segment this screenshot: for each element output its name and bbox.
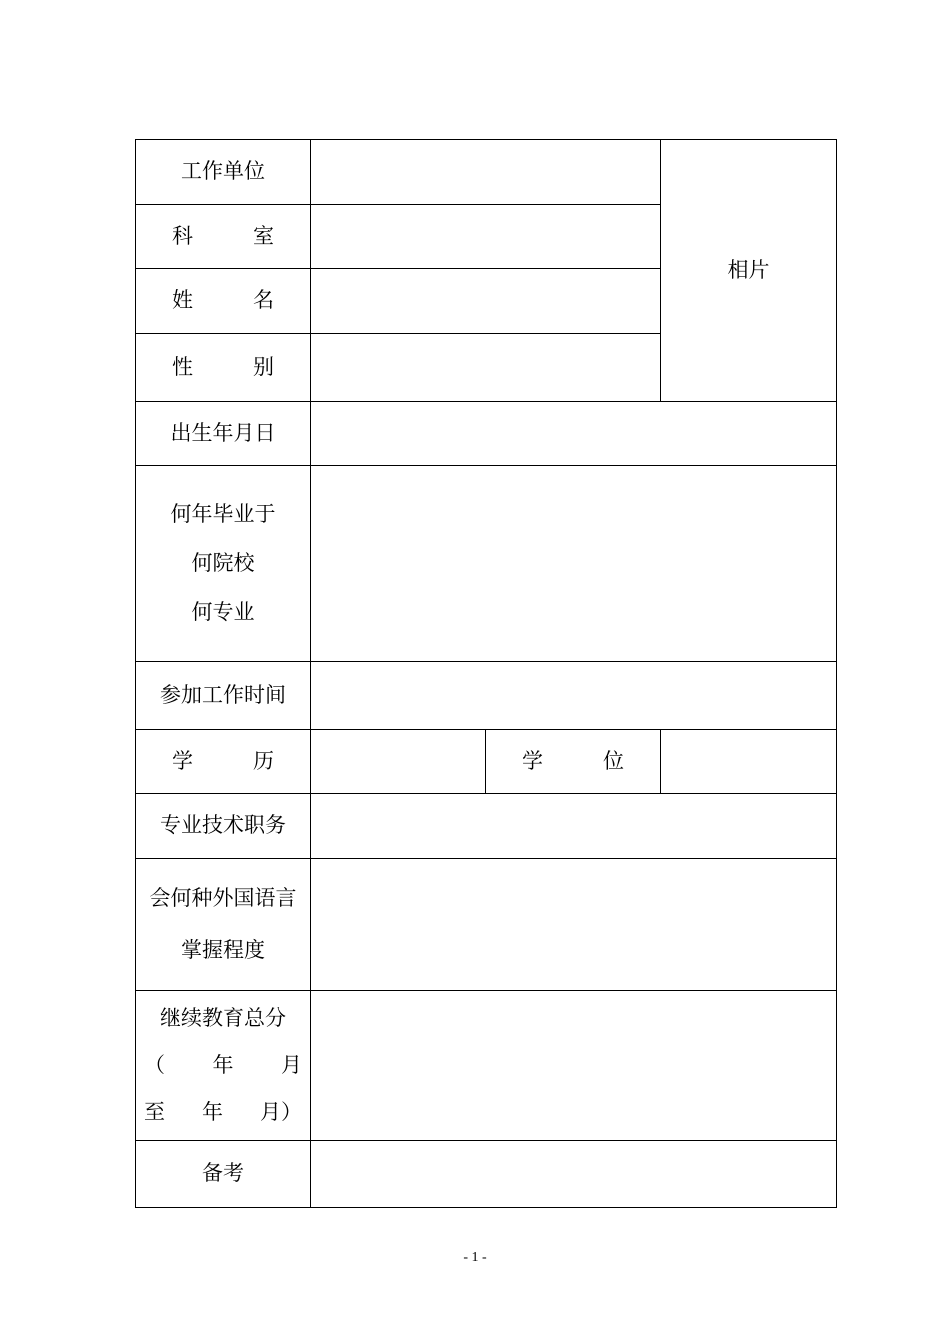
department-label: 科 室 [136, 205, 311, 269]
birth-date-label: 出生年月日 [136, 402, 311, 466]
remarks-label: 备考 [136, 1141, 311, 1208]
birth-date-field[interactable] [311, 402, 837, 466]
title-field[interactable] [311, 794, 837, 859]
degree-label: 学 位 [486, 730, 661, 794]
name-label: 姓 名 [136, 269, 311, 334]
continuing-edu-field[interactable] [311, 991, 837, 1141]
work-start-field[interactable] [311, 662, 837, 730]
language-label: 会何种外国语言 掌握程度 [136, 859, 311, 991]
continuing-edu-label: 继续教育总分 （ 年 月 至 年 月） [136, 991, 311, 1141]
page-number: - 1 - [463, 1250, 487, 1265]
education-label: 学 历 [136, 730, 311, 794]
gender-label: 性 别 [136, 334, 311, 402]
remarks-field[interactable] [311, 1141, 837, 1208]
language-field[interactable] [311, 859, 837, 991]
department-field[interactable] [311, 205, 661, 269]
work-unit-field[interactable] [311, 140, 661, 205]
photo-label: 相片 [727, 257, 770, 282]
title-label: 专业技术职务 [136, 794, 311, 859]
degree-field[interactable] [661, 730, 837, 794]
name-field[interactable] [311, 269, 661, 334]
personnel-form-table [135, 139, 837, 1208]
education-field[interactable] [311, 730, 486, 794]
gender-field[interactable] [311, 334, 661, 402]
work-start-label: 参加工作时间 [136, 662, 311, 730]
photo-cell [661, 140, 837, 402]
graduation-label: 何年毕业于 何院校 何专业 [136, 466, 311, 662]
graduation-field[interactable] [311, 466, 837, 662]
work-unit-label: 工作单位 [136, 140, 311, 205]
